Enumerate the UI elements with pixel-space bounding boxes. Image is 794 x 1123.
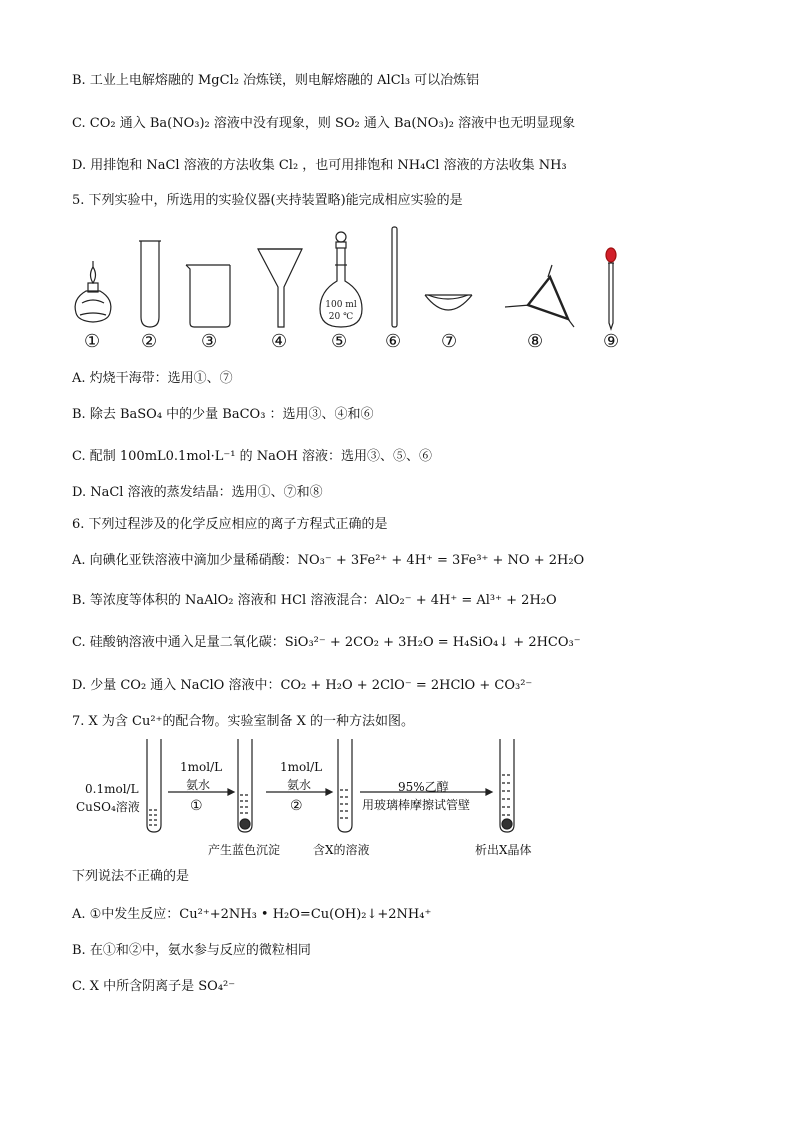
- label-3: ③: [201, 331, 218, 352]
- q5-option-a: A. 灼烧干海带：选用①、⑦: [72, 371, 233, 386]
- arrow-3-label-action: 用玻璃棒摩擦试管壁: [362, 798, 471, 812]
- evaporating-dish-icon: [425, 295, 472, 310]
- q6-stem: 6. 下列过程涉及的化学反应相应的离子方程式正确的是: [72, 517, 388, 532]
- arrow-1-label-reagent: 氨水: [186, 778, 211, 792]
- label-1: ①: [84, 331, 101, 352]
- alcohol-lamp-icon: [75, 261, 111, 322]
- arrow-2-label-conc: 1mol/L: [280, 760, 323, 774]
- q5-option-d: D. NaCl 溶液的蒸发结晶：选用①、⑦和⑧: [72, 485, 323, 500]
- test-tube-4-icon: [500, 739, 514, 832]
- reagent-concentration: 0.1mol/L: [85, 782, 139, 796]
- q6-option-a: A. 向碘化亚铁溶液中滴加少量稀硝酸：NO₃⁻ + 3Fe²⁺ + 4H⁺ = 3Fe³⁺ + NO + 2H₂O: [72, 553, 585, 568]
- arrow-1-step: ①: [190, 798, 203, 814]
- test-tube-3-icon: [338, 739, 352, 832]
- caption-blue-precipitate: 产生蓝色沉淀: [208, 843, 281, 857]
- q5-option-c: C. 配制 100mL0.1mol·L⁻¹ 的 NaOH 溶液：选用③、⑤、⑥: [72, 449, 432, 464]
- beaker-icon: [186, 265, 230, 327]
- q7-option-c: C. X 中所含阴离子是 SO₄²⁻: [72, 979, 236, 994]
- reagent-name: CuSO₄溶液: [76, 800, 140, 814]
- test-tube-2-icon: [238, 739, 252, 832]
- q4-option-b: B. 工业上电解熔融的 MgCl₂ 冶炼镁，则电解熔融的 AlCl₃ 可以冶炼铝: [72, 73, 480, 88]
- caption-x-crystal: 析出X晶体: [475, 843, 532, 857]
- q7-option-a: A. ①中发生反应：Cu²⁺+2NH₃ • H₂O=Cu(OH)₂↓+2NH₄⁺: [72, 907, 432, 922]
- test-tube-1-icon: [147, 739, 161, 832]
- arrow-2-label-reagent: 氨水: [287, 778, 312, 792]
- q7-stem: 7. X 为含 Cu²⁺的配合物。实验室制备 X 的一种方法如图。: [72, 714, 414, 729]
- funnel-icon: [258, 249, 302, 327]
- q4-option-d: D. 用排饱和 NaCl 溶液的方法收集 Cl₂ ，也可用排饱和 NH₄Cl 溶液的方法收集 NH₃: [72, 158, 567, 173]
- label-7: ⑦: [441, 331, 458, 352]
- label-8: ⑧: [527, 331, 544, 352]
- caption-x-solution: 含X的溶液: [313, 843, 370, 857]
- arrow-3-label-reagent: 95%乙醇: [398, 780, 449, 794]
- q5-stem: 5. 下列实验中，所选用的实验仪器(夹持装置略)能完成相应实验的是: [72, 193, 463, 208]
- q7-question: 下列说法不正确的是: [72, 869, 190, 884]
- label-9: ⑨: [603, 331, 620, 352]
- arrow-1-label-conc: 1mol/L: [180, 760, 223, 774]
- arrow-2-step: ②: [290, 798, 303, 814]
- test-tube-icon: [139, 241, 161, 327]
- q6-option-d: D. 少量 CO₂ 通入 NaClO 溶液中：CO₂ + H₂O + 2ClO⁻ = 2HClO + CO₃²⁻: [72, 678, 533, 693]
- q5-option-b: B. 除去 BaSO₄ 中的少量 BaCO₃ ：选用③、④和⑥: [72, 407, 374, 422]
- label-4: ④: [271, 331, 288, 352]
- label-2: ②: [141, 331, 158, 352]
- q4-option-c: C. CO₂ 通入 Ba(NO₃)₂ 溶液中没有现象，则 SO₂ 通入 Ba(NO₃)₂ 溶液中也无明显现象: [72, 116, 576, 131]
- glass-rod-icon: [392, 227, 397, 327]
- q7-option-b: B. 在①和②中，氨水参与反应的微粒相同: [72, 943, 311, 958]
- dropper-icon: [606, 248, 616, 329]
- q6-option-b: B. 等浓度等体积的 NaAlO₂ 溶液和 HCl 溶液混合：AlO₂⁻ + 4H⁺ = Al³⁺ + 2H₂O: [72, 593, 557, 608]
- flask-label-temp: 20 ℃: [328, 312, 354, 322]
- q6-option-c: C. 硅酸钠溶液中通入足量二氧化碳：SiO₃²⁻ + 2CO₂ + 3H₂O = H₄SiO₄↓ + 2HCO₃⁻: [72, 635, 581, 650]
- flask-label-volume: 100 ml: [325, 300, 357, 310]
- lab-apparatus-row: [0, 225, 794, 345]
- clay-triangle-icon: [505, 265, 574, 327]
- label-6: ⑥: [385, 331, 402, 352]
- label-5: ⑤: [331, 331, 348, 352]
